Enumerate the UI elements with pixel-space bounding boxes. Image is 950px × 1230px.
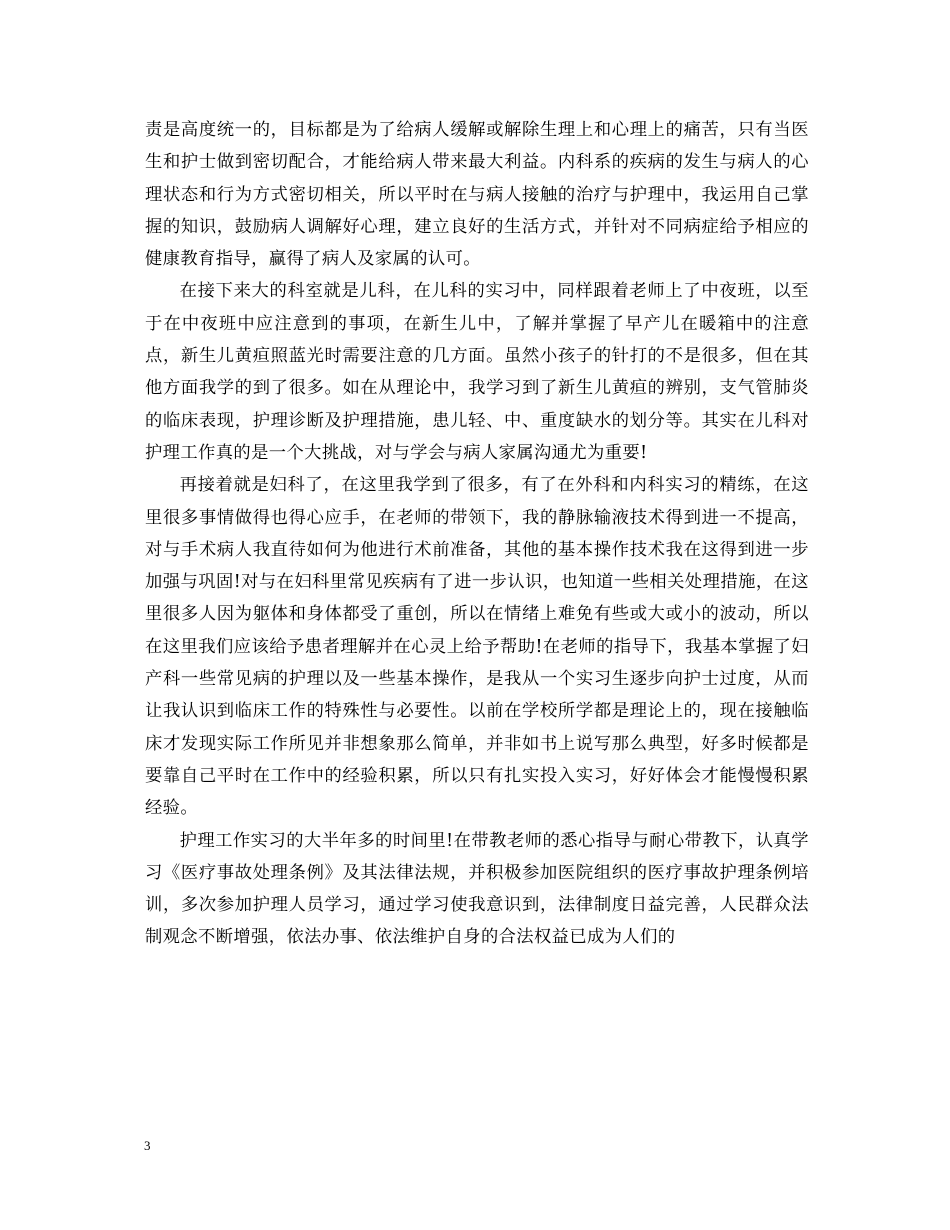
paragraph-4: 护理工作实习的大半年多的时间里!在带教老师的悉心指导与耐心带教下，认真学习《医疗事故处理条例》及其法律法规，并积极参加医院组织的医疗事故护理条例培训，多次参加护理人员学习，通过学习使我意识到，法律制度日益完善，人民群众法制观念不断增强，依法办事、依法维护自身的合法权益已成为人们的 <box>145 830 809 948</box>
body-text <box>145 114 809 954</box>
paragraph-1: 责是高度统一的，目标都是为了给病人缓解或解除生理上和心理上的痛苦，只有当医生和护士做到密切配合，才能给病人带来最大利益。内科系的疾病的发生与病人的心理状态和行为方式密切相关，所以平时在与病人接触的治疗与护理中，我运用自己掌握的知识，鼓励病人调解好心理，建立良好的生活方式，并针对不同病症给予相应的健康教育指导，赢得了病人及家属的认可。 <box>145 120 809 270</box>
paragraph-2: 在接下来大的科室就是儿科，在儿科的实习中，同样跟着老师上了中夜班，以至于在中夜班中应注意到的事项，在新生儿中，了解并掌握了早产儿在暖箱中的注意点，新生儿黄疸照蓝光时需要注意的几方面。虽然小孩子的针打的不是很多，但在其他方面我学的到了很多。如在从理论中，我学习到了新生儿黄疸的辨别，支气管肺炎的临床表现，护理诊断及护理措施，患儿轻、中、重度缺水的划分等。其实在儿科对护理工作真的是一个大挑战，对与学会与病人家属沟通尤为重要! <box>145 281 809 463</box>
page-number: 3 <box>144 1138 151 1153</box>
paragraph-3: 再接着就是妇科了，在这里我学到了很多，有了在外科和内科实习的精练，在这里很多事情做得也得心应手，在老师的带领下，我的静脉输液技术得到进一不提高，对与手术病人我直待如何为他进行术前准备，其他的基本操作技术我在这得到进一步加强与巩固!对与在妇科里常见疾病有了进一步认识，也知道一些相关处理措施，在这里很多人因为躯体和身体都受了重创，所以在情绪上难免有些或大或小的波动，所以在这里我们应该给予患者理解并在心灵上给予帮助!在老师的指导下，我基本掌握了妇产科一些常见病的护理以及一些基本操作，是我从一个实习生逐步向护士过度，从而让我认识到临床工作的特殊性与必要性。以前在学校所学都是理论上的，现在接触临床才发现实际工作所见并非想象那么简单，并非如书上说写那么典型，好多时候都是要靠自己平时在工作中的经验积累，所以只有扎实投入实习，好好体会才能慢慢积累经验。 <box>145 475 809 819</box>
